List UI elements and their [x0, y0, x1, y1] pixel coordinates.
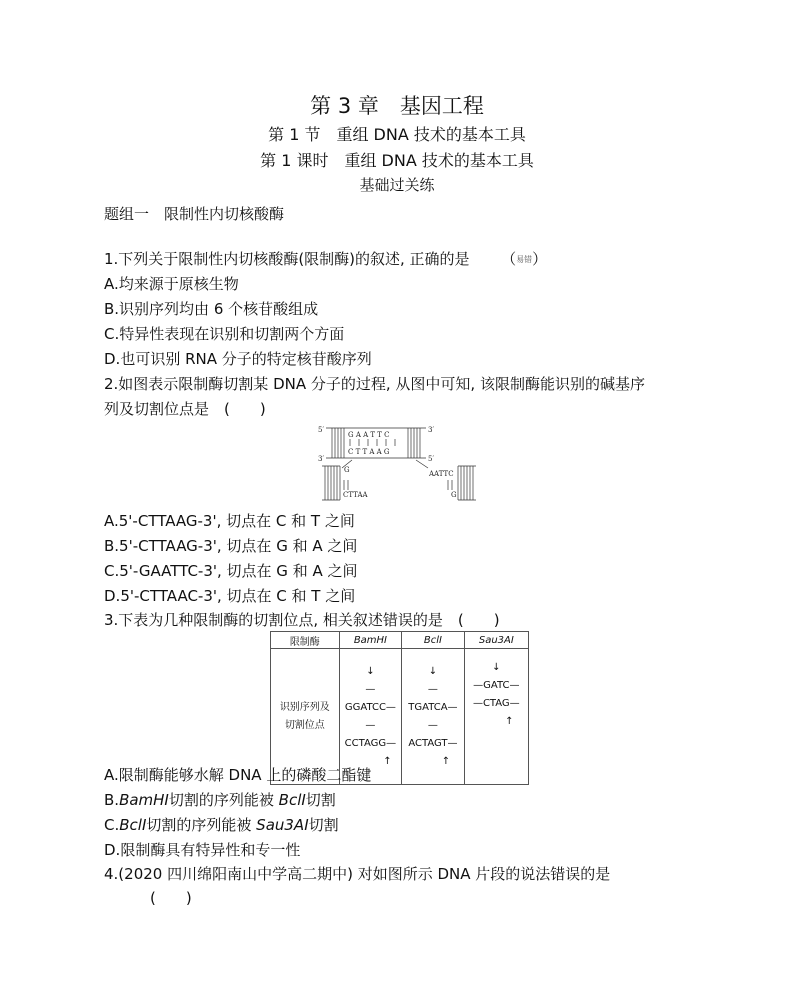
q1-paren-open: （	[501, 250, 517, 268]
fig-top-left-label: 5′	[318, 426, 325, 434]
enzyme-table	[270, 631, 529, 785]
q3-c-enzyme2: Sau3AⅠ	[256, 816, 309, 834]
lesson-title: 第 1 课时 重组 DNA 技术的基本工具	[260, 151, 534, 170]
fig-bottom-right-label: 5′	[428, 455, 435, 463]
fig-bottom-left-label: 3′	[318, 455, 325, 463]
fig-left-frag-bottom: CTTAA	[343, 491, 368, 499]
q3-stem: 3.下表为几种限制酶的切割位点, 相关叙述错误的是 ( )	[104, 611, 500, 629]
header-bamhi: BamHⅠ	[339, 632, 402, 649]
row-label: 识别序列及 切割位点	[271, 649, 340, 785]
q1-paren-close: ）	[532, 250, 548, 268]
q2-option-a: A.5'-CTTAAG-3', 切点在 C 和 T 之间	[104, 512, 355, 530]
cell-bcli: ↓ — TGATCA— — ACTAGT— ↑	[402, 649, 464, 785]
q3-option-b: B.BamHⅠ切割的序列能被 BclⅠ切割	[104, 791, 336, 809]
dna-cut-figure	[310, 424, 480, 504]
section-title: 第 1 节 重组 DNA 技术的基本工具	[268, 125, 526, 144]
q2-option-b: B.5'-CTTAAG-3', 切点在 G 和 A 之间	[104, 537, 358, 555]
q3-b-enzyme1: BamHⅠ	[119, 791, 169, 809]
fig-right-frag-top: AATTC	[429, 470, 454, 478]
q1-stem-line	[104, 248, 547, 269]
q4-stem: 4.(2020 四川绵阳南山中学高二期中) 对如图所示 DNA 片段的说法错误的是	[104, 865, 611, 883]
fig-left-frag-top: G	[344, 466, 350, 474]
enzyme-table-header	[271, 632, 529, 649]
q1-note: 易错	[516, 255, 533, 264]
q2-option-d: D.5'-CTTAAC-3', 切点在 C 和 T 之间	[104, 587, 356, 605]
q2-stem-line1: 2.如图表示限制酶切割某 DNA 分子的过程, 从图中可知, 该限制酶能识别的碱基序	[104, 375, 645, 393]
q3-option-d: D.限制酶具有特异性和专一性	[104, 841, 301, 859]
q3-option-a: A.限制酶能够水解 DNA 上的磷酸二酯键	[104, 766, 372, 784]
q2-option-c: C.5'-GAATTC-3', 切点在 G 和 A 之间	[104, 562, 358, 580]
q1-option-b: B.识别序列均由 6 个核苷酸组成	[104, 300, 319, 318]
q3-c-enzyme1: BclⅠ	[119, 816, 147, 834]
header-sau3ai: Sau3AⅠ	[464, 632, 528, 649]
q2-stem-line2: 列及切割位点是 ( )	[104, 400, 266, 418]
practice-title: 基础过关练	[359, 176, 435, 194]
q1-option-c: C.特异性表现在识别和切割两个方面	[104, 325, 345, 343]
cell-bamhi: ↓ — GGATCC— — CCTAGG— ↑	[339, 649, 402, 785]
chapter-title: 第 3 章 基因工程	[310, 94, 484, 118]
header-bcli: BclⅠ	[402, 632, 464, 649]
q4-paren: ( )	[150, 889, 192, 907]
q1-stem: 1.下列关于限制性内切核酸酶(限制酶)的叙述, 正确的是	[104, 250, 470, 268]
fig-top-seq: G A A T T C	[348, 431, 390, 439]
q3-option-c: C.BclⅠ切割的序列能被 Sau3AⅠ切割	[104, 816, 339, 834]
group-title: 题组一 限制性内切核酸酶	[104, 205, 285, 223]
q1-option-a: A.均来源于原核生物	[104, 275, 239, 293]
header-enzyme: 限制酶	[271, 632, 340, 649]
q3-b-enzyme2: BclⅠ	[278, 791, 306, 809]
q1-option-d: D.也可识别 RNA 分子的特定核苷酸序列	[104, 350, 372, 368]
cell-sau3ai: ↓ —GATC— —CTAG— ↑	[464, 649, 528, 785]
fig-right-frag-bottom: G	[451, 491, 457, 499]
fig-top-right-label: 3′	[428, 426, 435, 434]
fig-bottom-seq: C T T A A G	[348, 448, 390, 456]
